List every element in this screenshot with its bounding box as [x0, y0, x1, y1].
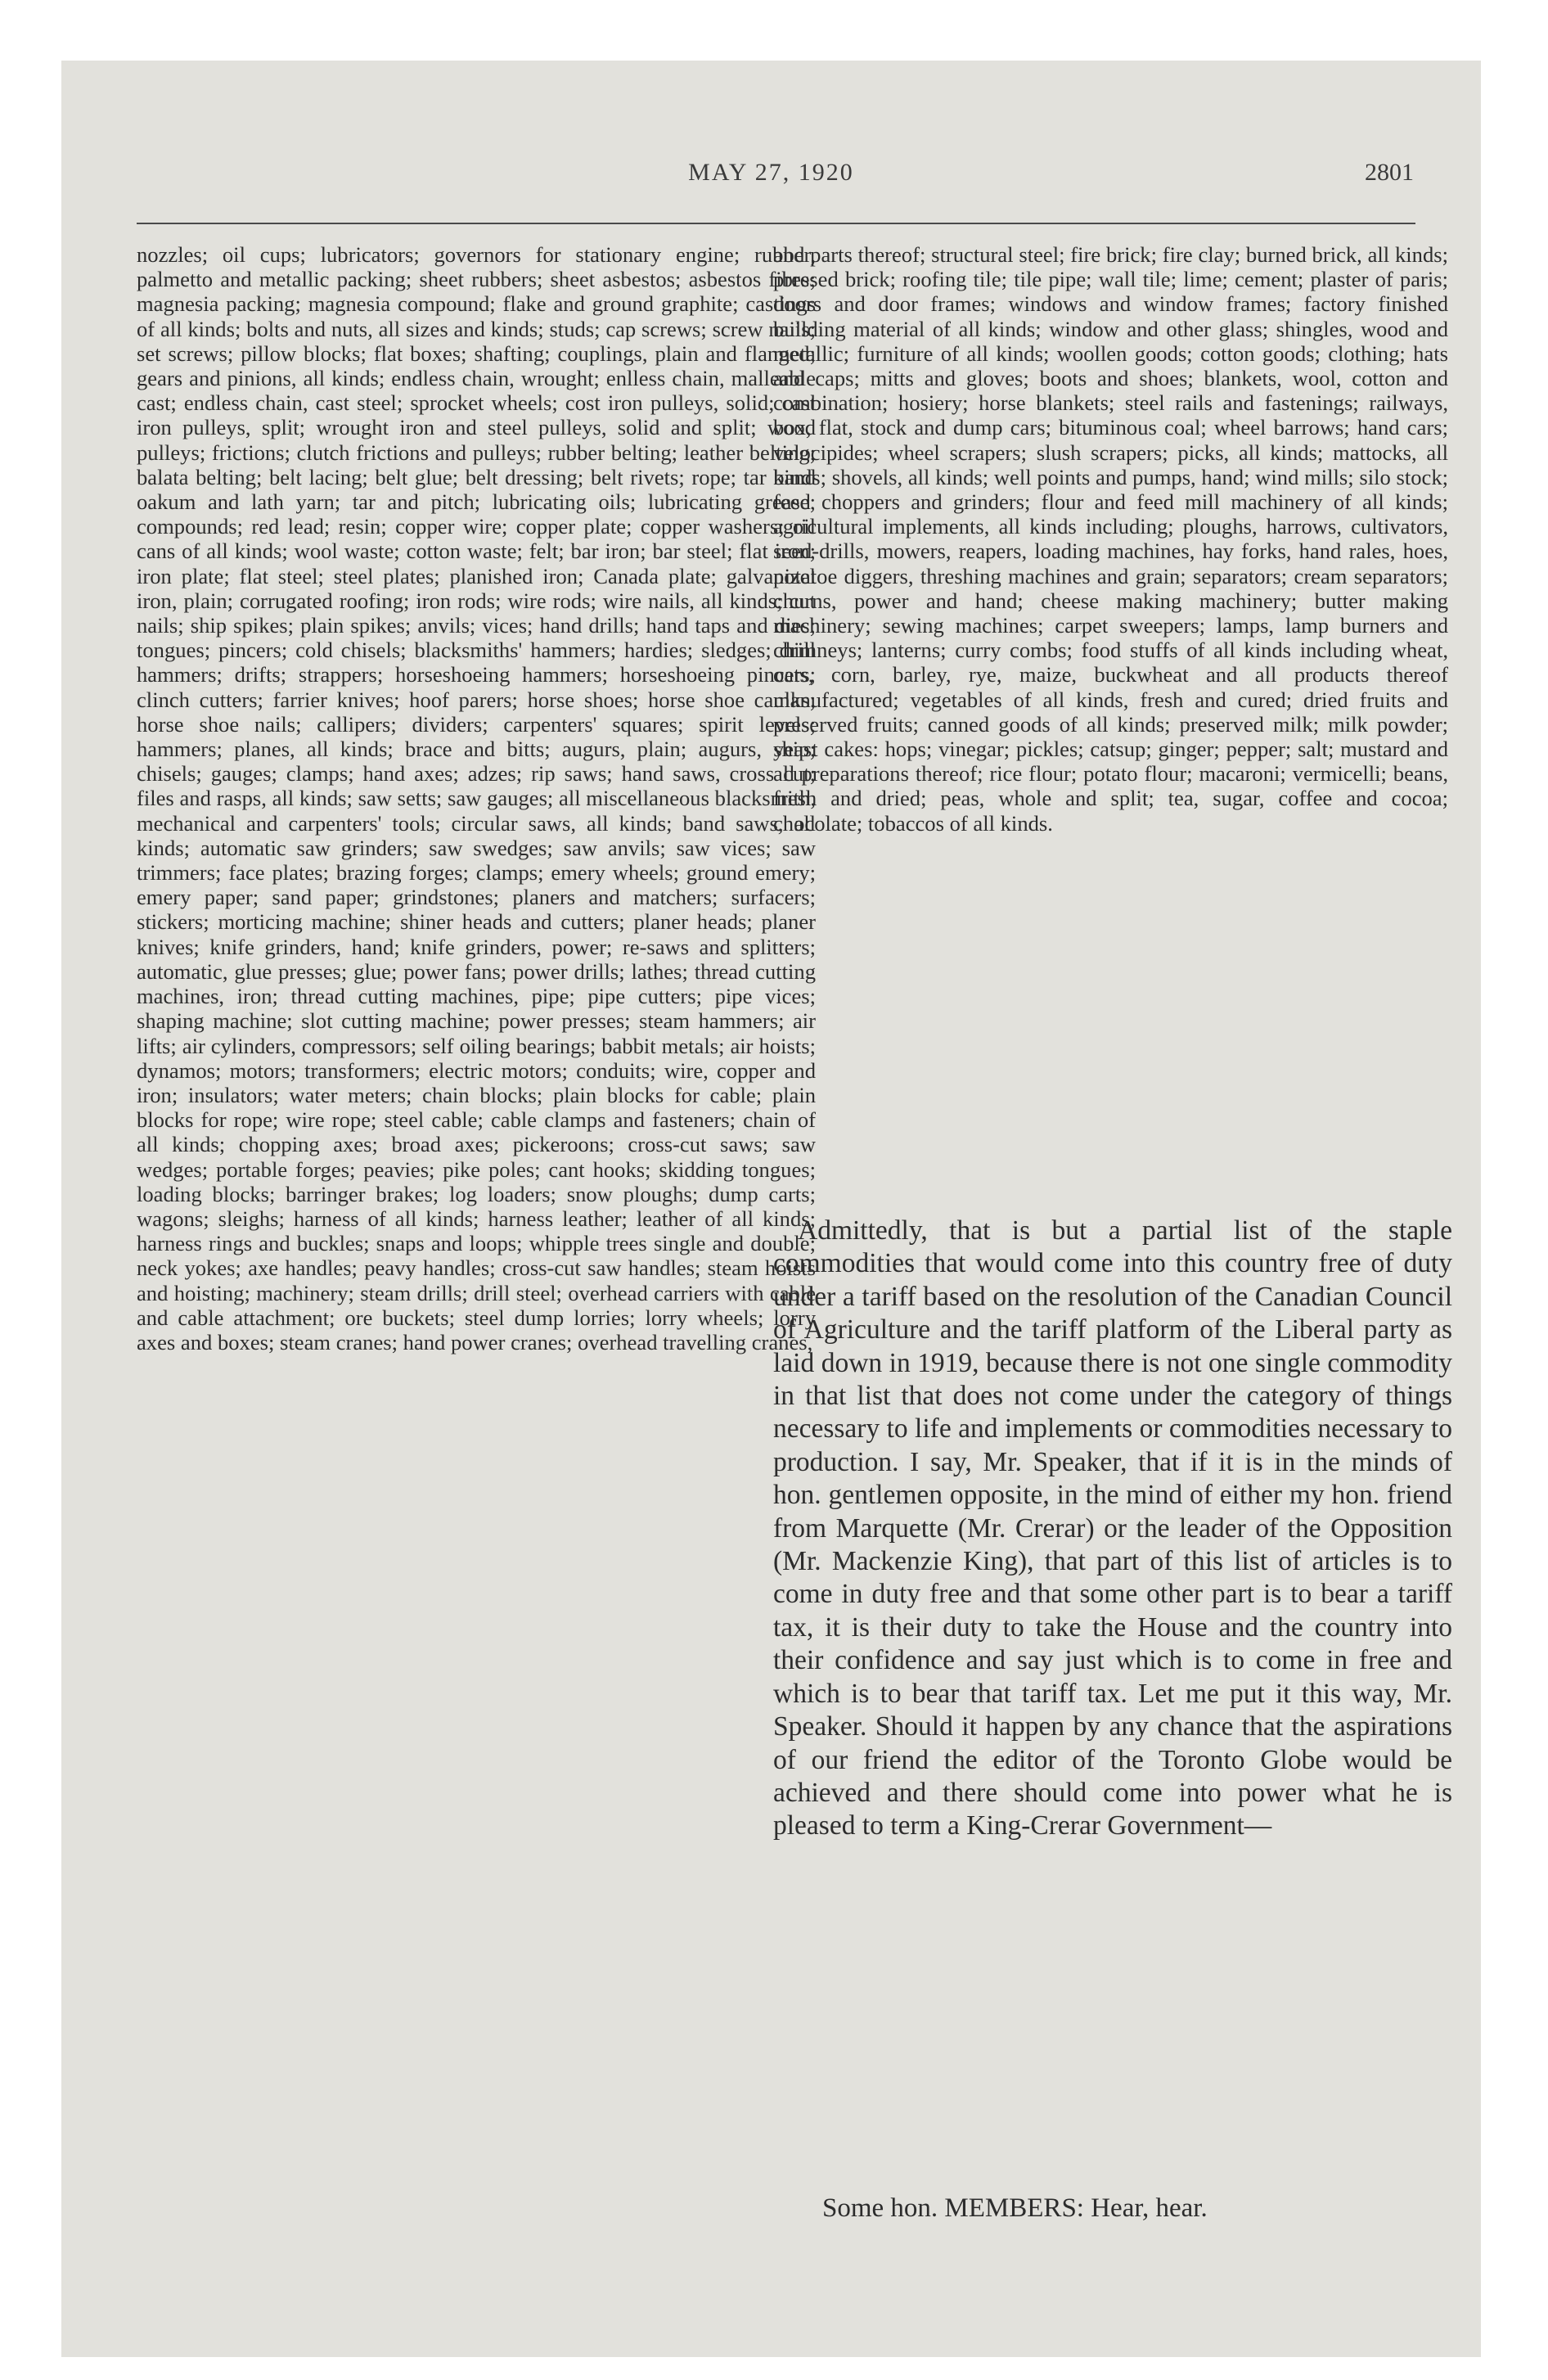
- right-column-list: [773, 242, 1448, 836]
- page-header: [61, 159, 1481, 208]
- page-number: 2801: [1365, 159, 1414, 186]
- hansard-page: [61, 61, 1481, 2357]
- header-rule: [137, 223, 1415, 224]
- commodity-list-left: nozzles; oil cups; lubricators; governors for stationary engine; rubber, palmetto and metallic packing; sheet rubbers; sheet asbestos; asbestos fibre; magnesia packing; magnesia compound; flake and ground graphite; castings of all kinds; bolts and nuts, all sizes and kinds; studs; cap screws; screw nails; set screws; pillow blocks; flat boxes; shafting; couplings, plain and flanged; gears and pinions, all kinds; endless chain, wrought; enlless chain, malleable cast; endless chain, cast steel; sprocket wheels; cost iron pulleys, solid; cast iron pulleys, split; wrought iron and steel pulleys, solid and split; wood pulleys; frictions; clutch frictions and pulleys; rubber belting; leather belting; balata belting; belt lacing; belt glue; belt dressing; belt rivets; rope; tar band oakum and lath yarn; tar and pitch; lubricating oils; lubricating grease; compounds; red lead; resin; copper wire; copper plate; copper washers; oil cans of all kinds; wool waste; cotton waste; felt; bar iron; bar steel; flat iron; iron plate; flat steel; steel plates; planished iron; Canada plate; galvanizel iron, plain; corrugated roofing; iron rods; wire rods; wire nails, all kinds; cut nails; ship spikes; plain spikes; anvils; vices; hand drills; hand taps and dies; tongues; pincers; cold chisels; blacksmiths' hammers; hardies; sledges; drill hammers; drifts; strappers; horseshoeing hammers; horseshoeing pincers; clinch cutters; farrier knives; hoof parers; horse shoes; horse shoe caulks; horse shoe nails; callipers; dividers; carpenters' squares; spirit levels; hammers; planes, all kinds; brace and bitts; augurs, plain; augurs, ship; chisels; gauges; clamps; hand axes; adzes; rip saws; hand saws, cross cut; files and rasps, all kinds; saw setts; saw gauges; all miscellaneous blacksmith, mechanical and carpenters' tools; circular saws, all kinds; band saws, all kinds; automatic saw grinders; saw swedges; saw anvils; saw vices; saw trimmers; face plates; brazing forges; clamps; emery wheels; ground emery; emery paper; sand paper; grindstones; planers and matchers; surfacers; stickers; morticing machine; shiner heads and cutters; planer heads; planer knives; knife grinders, hand; knife grinders, power; re-saws and splitters; automatic, glue presses; glue; power fans; power drills; lathes; thread cutting machines, iron; thread cutting machines, pipe; pipe cutters; pipe vices; shaping machine; slot cutting machine; power presses; steam hammers; air lifts; air cylinders, compressors; self oiling bearings; babbit metals; air hoists; dynamos; motors; transformers; electric motors; conduits; wire, copper and iron; insulators; water meters; chain blocks; plain blocks for cable; plain blocks for rope; wire rope; steel cable; cable clamps and fasteners; chain of all kinds; chopping axes; broad axes; pickeroons; cross-cut saws; saw wedges; portable forges; peavies; pike poles; cant hooks; skidding tongues; loading blocks; barringer brakes; log loaders; snow ploughs; dump carts; wagons; sleighs; harness of all kinds; harness leather; leather of all kinds; harness rings and buckles; snaps and loops; whipple trees single and double; neck yokes; axe handles; peavy handles; cross-cut saw handles; steam hoists and hoisting; machinery; steam drills; drill steel; overhead carriers with cable and cable attachment; ore buckets; steel dump lorries; lorry wheels; lorry axes and boxes; steam cranes; hand power cranes; overhead travelling cranes,: [137, 242, 816, 1355]
- interjection: Some hon. MEMBERS: Hear, hear.: [822, 2193, 1208, 2223]
- page-date: MAY 27, 1920: [688, 159, 854, 186]
- left-column: [137, 242, 816, 1355]
- commodity-list-right: and parts thereof; structural steel; fire brick; fire clay; burned brick, all kinds; pressed brick; roofing tile; tile pipe; wall tile; lime; cement; plaster of paris; doors and door frames; windows and window frames; factory finished building material of all kinds; window and other glass; shingles, wood and metallic; furniture of all kinds; woollen goods; cotton goods; clothing; hats and caps; mitts and gloves; boots and shoes; blankets, wool, cotton and combination; hosiery; horse blankets; steel rails and fastenings; railways, box, flat, stock and dump cars; bituminous coal; wheel barrows; hand cars; velocipides; wheel scrapers; slush scrapers; picks, all kinds; mattocks, all kinds; shovels, all kinds; well points and pumps, hand; wind mills; silo stock; feed choppers and grinders; flour and feed mill machinery of all kinds; agricultural implements, all kinds including; ploughs, harrows, cultivators, seed-drills, mowers, reapers, loading machines, hay forks, hand rales, hoes, potatoe diggers, threshing machines and grain; separators; cream separators; churns, power and hand; cheese making machinery; butter making machinery; sewing machines; carpet sweepers; lamps, lamp burners and chimneys; lanterns; curry combs; food stuffs of all kinds including wheat, oats, corn, barley, rye, maize, buckwheat and all products thereof manufactured; vegetables of all kinds, fresh and cured; dried fruits and preserved fruits; canned goods of all kinds; preserved milk; milk powder; yeast cakes: hops; vinegar; pickles; catsup; ginger; pepper; salt; mustard and all preparations thereof; rice flour; potato flour; macaroni; vermicelli; beans, fresh and dried; peas, whole and split; tea, sugar, coffee and cocoa; chocolate; tobaccos of all kinds.: [773, 242, 1448, 836]
- speech-text: Admittedly, that is but a partial list of the staple commodities that would come into this country free of duty under a tariff based on the resolution of the Canadian Council of Agriculture and the tariff platform of the Liberal party as laid down in 1919, because there is not one single commodity in that list that does not come under the category of things necessary to life and implements or commodities necessary to production. I say, Mr. Speaker, that if it is in the minds of hon. gentlemen opposite, in the mind of either my hon. friend from Marquette (Mr. Crerar) or the leader of the Opposition (Mr. Mackenzie King), that part of this list of articles is to come in duty free and that some other part is to bear a tariff tax, it is their duty to take the House and the country into their confidence and say just which is to come in free and which is to bear that tariff tax. Let me put it this way, Mr. Speaker. Should it happen by any chance that the aspirations of our friend the editor of the Toronto Globe would be achieved and there should come into power what he is pleased to term a King-Crerar Government—: [773, 1215, 1452, 1841]
- speech-paragraph: [773, 1215, 1452, 1843]
